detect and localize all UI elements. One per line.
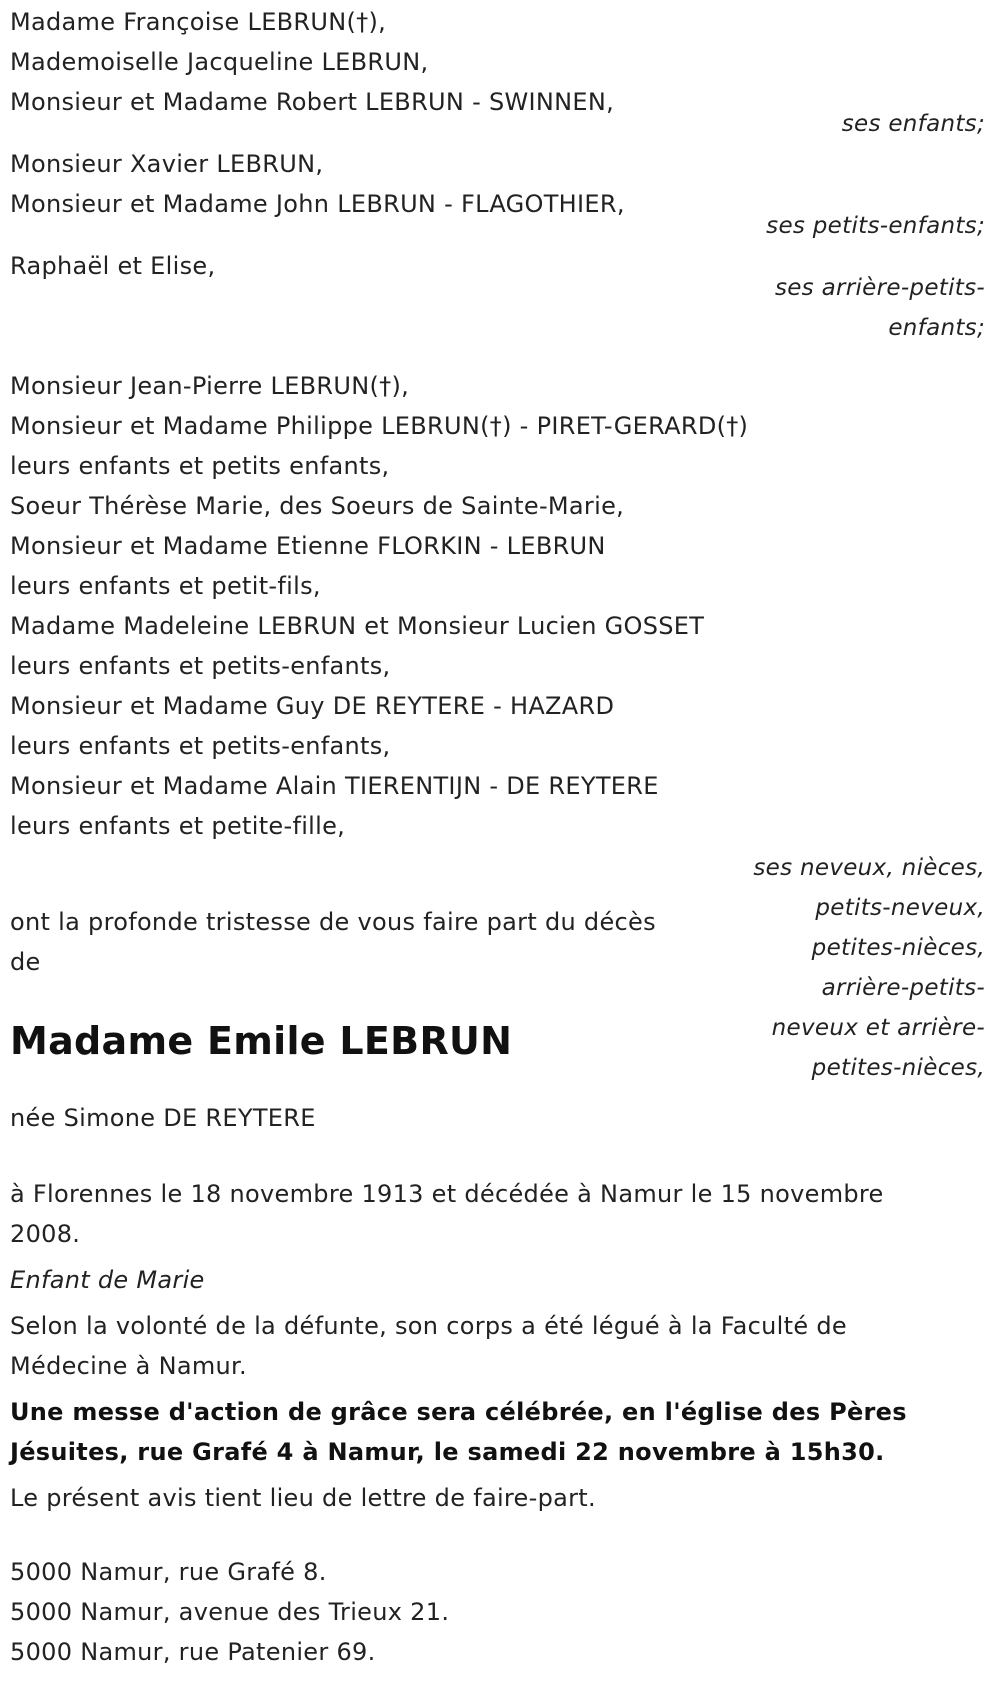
- nephews-relation-label: [715, 848, 985, 1088]
- address-line: 5000 Namur, rue Patenier 69.: [10, 1638, 376, 1666]
- born-name: née Simone DE REYTERE: [10, 1104, 316, 1132]
- family-line: Monsieur Jean-Pierre LEBRUN(†),: [10, 372, 410, 400]
- relation-label-line: petits-neveux,: [815, 895, 985, 921]
- family-line: Monsieur et Madame Robert LEBRUN - SWINNEN,: [10, 88, 615, 116]
- dates-text: à Florennes le 18 novembre 1913 et décédée à Namur le 15 novembre 2008.: [10, 1180, 884, 1248]
- family-line: Monsieur et Madame Etienne FLORKIN - LEBRUN: [10, 532, 606, 560]
- nephews-section: [10, 366, 985, 846]
- relation-label-line: petites-nièces,: [811, 1055, 985, 1081]
- relation-label: ses petits-enfants;: [766, 213, 985, 239]
- great-grandchildren-section: [10, 246, 985, 348]
- addresses-section: [10, 1552, 985, 1672]
- family-line: leurs enfants et petits-enfants,: [10, 652, 391, 680]
- donation-text: Selon la volonté de la défunte, son corps a été légué à la Faculté de Médecine à Namur.: [10, 1312, 847, 1380]
- family-line: leurs enfants et petite-fille,: [10, 812, 346, 840]
- family-line: Monsieur et Madame Alain TIERENTIJN - DE REYTERE: [10, 772, 659, 800]
- relation-label-line: neveux et arrière-: [771, 1015, 985, 1041]
- family-line: Monsieur et Madame John LEBRUN - FLAGOTHIER,: [10, 190, 625, 218]
- family-line: Monsieur et Madame Guy DE REYTERE - HAZARD: [10, 692, 615, 720]
- family-line: leurs enfants et petits enfants,: [10, 452, 390, 480]
- announcement-text: ont la profonde tristesse de vous faire part du décès de: [10, 908, 656, 976]
- children-section: [10, 2, 985, 144]
- family-line: Madame Françoise LEBRUN(†),: [10, 8, 387, 36]
- relation-label-line: petites-nièces,: [811, 935, 985, 961]
- family-line: leurs enfants et petit-fils,: [10, 572, 321, 600]
- relation-label-line: ses neveux, nièces,: [753, 855, 985, 881]
- obituary-notice: [10, 0, 985, 1672]
- family-line: leurs enfants et petits-enfants,: [10, 732, 391, 760]
- relation-label: ses arrière-petits-: [774, 275, 985, 301]
- family-line: Monsieur Xavier LEBRUN,: [10, 150, 324, 178]
- announcement-section: [10, 846, 985, 1086]
- family-line: Raphaël et Elise,: [10, 252, 216, 280]
- title-text: Enfant de Marie: [10, 1266, 205, 1294]
- relation-label: enfants;: [888, 315, 985, 341]
- notice-text: Le présent avis tient lieu de lettre de faire-part.: [10, 1484, 596, 1512]
- grandchildren-section: [10, 144, 985, 246]
- relation-label-line: arrière-petits-: [821, 975, 985, 1001]
- family-line: Soeur Thérèse Marie, des Soeurs de Sainte-Marie,: [10, 492, 625, 520]
- family-line: Mademoiselle Jacqueline LEBRUN,: [10, 48, 429, 76]
- family-line: Madame Madeleine LEBRUN et Monsieur Lucien GOSSET: [10, 612, 705, 640]
- address-line: 5000 Namur, avenue des Trieux 21.: [10, 1598, 450, 1626]
- address-line: 5000 Namur, rue Grafé 8.: [10, 1558, 327, 1586]
- family-line: Monsieur et Madame Philippe LEBRUN(†) - PIRET-GERARD(†): [10, 412, 749, 440]
- deceased-name: Madame Emile LEBRUN: [10, 1019, 513, 1063]
- relation-label: ses enfants;: [841, 111, 985, 137]
- mass-text: Une messe d'action de grâce sera célébrée, en l'église des Pères Jésuites, rue Grafé 4 à Namur, le samedi 22 novembre à 15h30.: [10, 1398, 907, 1466]
